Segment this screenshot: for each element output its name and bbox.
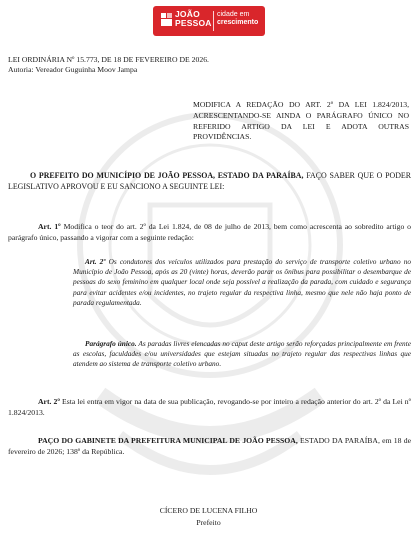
signature-role: Prefeito: [196, 518, 221, 527]
preamble-rest: FAÇO SABER QUE O PODER LEGISLATIVO APROVOU E EU SANCIONO A SEGUINTE LEI:: [8, 171, 411, 191]
law-title: LEI ORDINÁRIA Nº 15.773, DE 18 DE FEVEREIRO DE 2026.: [8, 55, 209, 64]
logo-brand: [175, 10, 212, 28]
quoted-article-2-label: Art. 2º: [85, 257, 106, 266]
quoted-article-2: [73, 257, 411, 308]
quoted-article-2-text: Os condutores dos veículos utilizados para prestação do serviço de transporte coletivo urbano no Município de João Pessoa, após as 20 (vinte) horas, deverão parar os ônibus para possibilitar o desembarque de pessoas do sexo feminino em qualquer local onde seja possível a realização da parada, com cuidado e segurança para evitar acidentes e/ou incidentes, no trajeto regular da respectiva linha, mesmo que nele não haja ponto de parada regulamentada.: [73, 257, 412, 307]
signature-name: CÍCERO DE LUCENA FILHO: [159, 506, 258, 515]
law-header: [8, 55, 209, 75]
closing: [8, 436, 411, 458]
city-logo: [153, 6, 265, 36]
logo-brand-line2: PESSOA: [175, 18, 212, 28]
quoted-paragraph-text: As paradas livres elencadas no caput deste artigo serão reforçadas principalmente em frente as escolas, faculdades e/ou universidades que estejam situadas no trajeto regular das respectivas linhas que atendem ao sistema de transporte coletivo urbano.: [73, 339, 411, 369]
closing-bold: PAÇO DO GABINETE DA PREFEITURA MUNICIPAL DE JOÃO PESSOA,: [38, 436, 298, 445]
logo-divider: [213, 11, 214, 31]
logo-brand-line1: JOÃO: [175, 9, 200, 19]
quoted-paragraph-label: Parágrafo único.: [85, 339, 137, 348]
quoted-paragraph-unico: [73, 339, 411, 370]
coat-of-arms-watermark: [60, 95, 360, 525]
closing-rest: ESTADO DA PARAÍBA, em 18 de fevereiro de 2026; 138º da República.: [8, 436, 412, 456]
logo-tagline: [217, 11, 258, 27]
article-2: [8, 397, 411, 419]
article-2-text: Esta lei entra em vigor na data de sua publicação, revogando-se por inteiro a redação anterior do art. 2º da Lei nº 1.824/2013.: [8, 397, 412, 417]
preamble-bold: O PREFEITO DO MUNICÍPIO DE JOÃO PESSOA, ESTADO DA PARAÍBA,: [30, 171, 304, 180]
logo-tagline-line1: cidade em: [217, 11, 250, 18]
law-ementa: MODIFICA A REDAÇÃO DO ART. 2º DA LEI 1.824/2013, ACRESCENTANDO-SE AINDA O PARÁGRAFO ÚNICO NO REFERIDO ARTIGO DA LEI E ADOTA OUTRAS PROVIDÊNCIAS.: [193, 100, 409, 142]
city-logo-icon: [161, 13, 172, 26]
article-1-label: Art. 1º: [38, 222, 61, 231]
logo-tagline-line2: crescimento: [217, 19, 259, 26]
article-1-text: Modifica o teor do art. 2º da Lei 1.824, de 08 de julho de 2013, bem como acrescenta ao sobredito artigo o parágrafo único, passando a vigorar com a seguinte redação:: [8, 222, 412, 242]
article-2-label: Art. 2º: [38, 397, 60, 406]
article-1: [8, 222, 411, 244]
preamble: [8, 170, 411, 192]
law-author: Autoria: Vereador Guguinha Moov Jampa: [8, 65, 138, 74]
